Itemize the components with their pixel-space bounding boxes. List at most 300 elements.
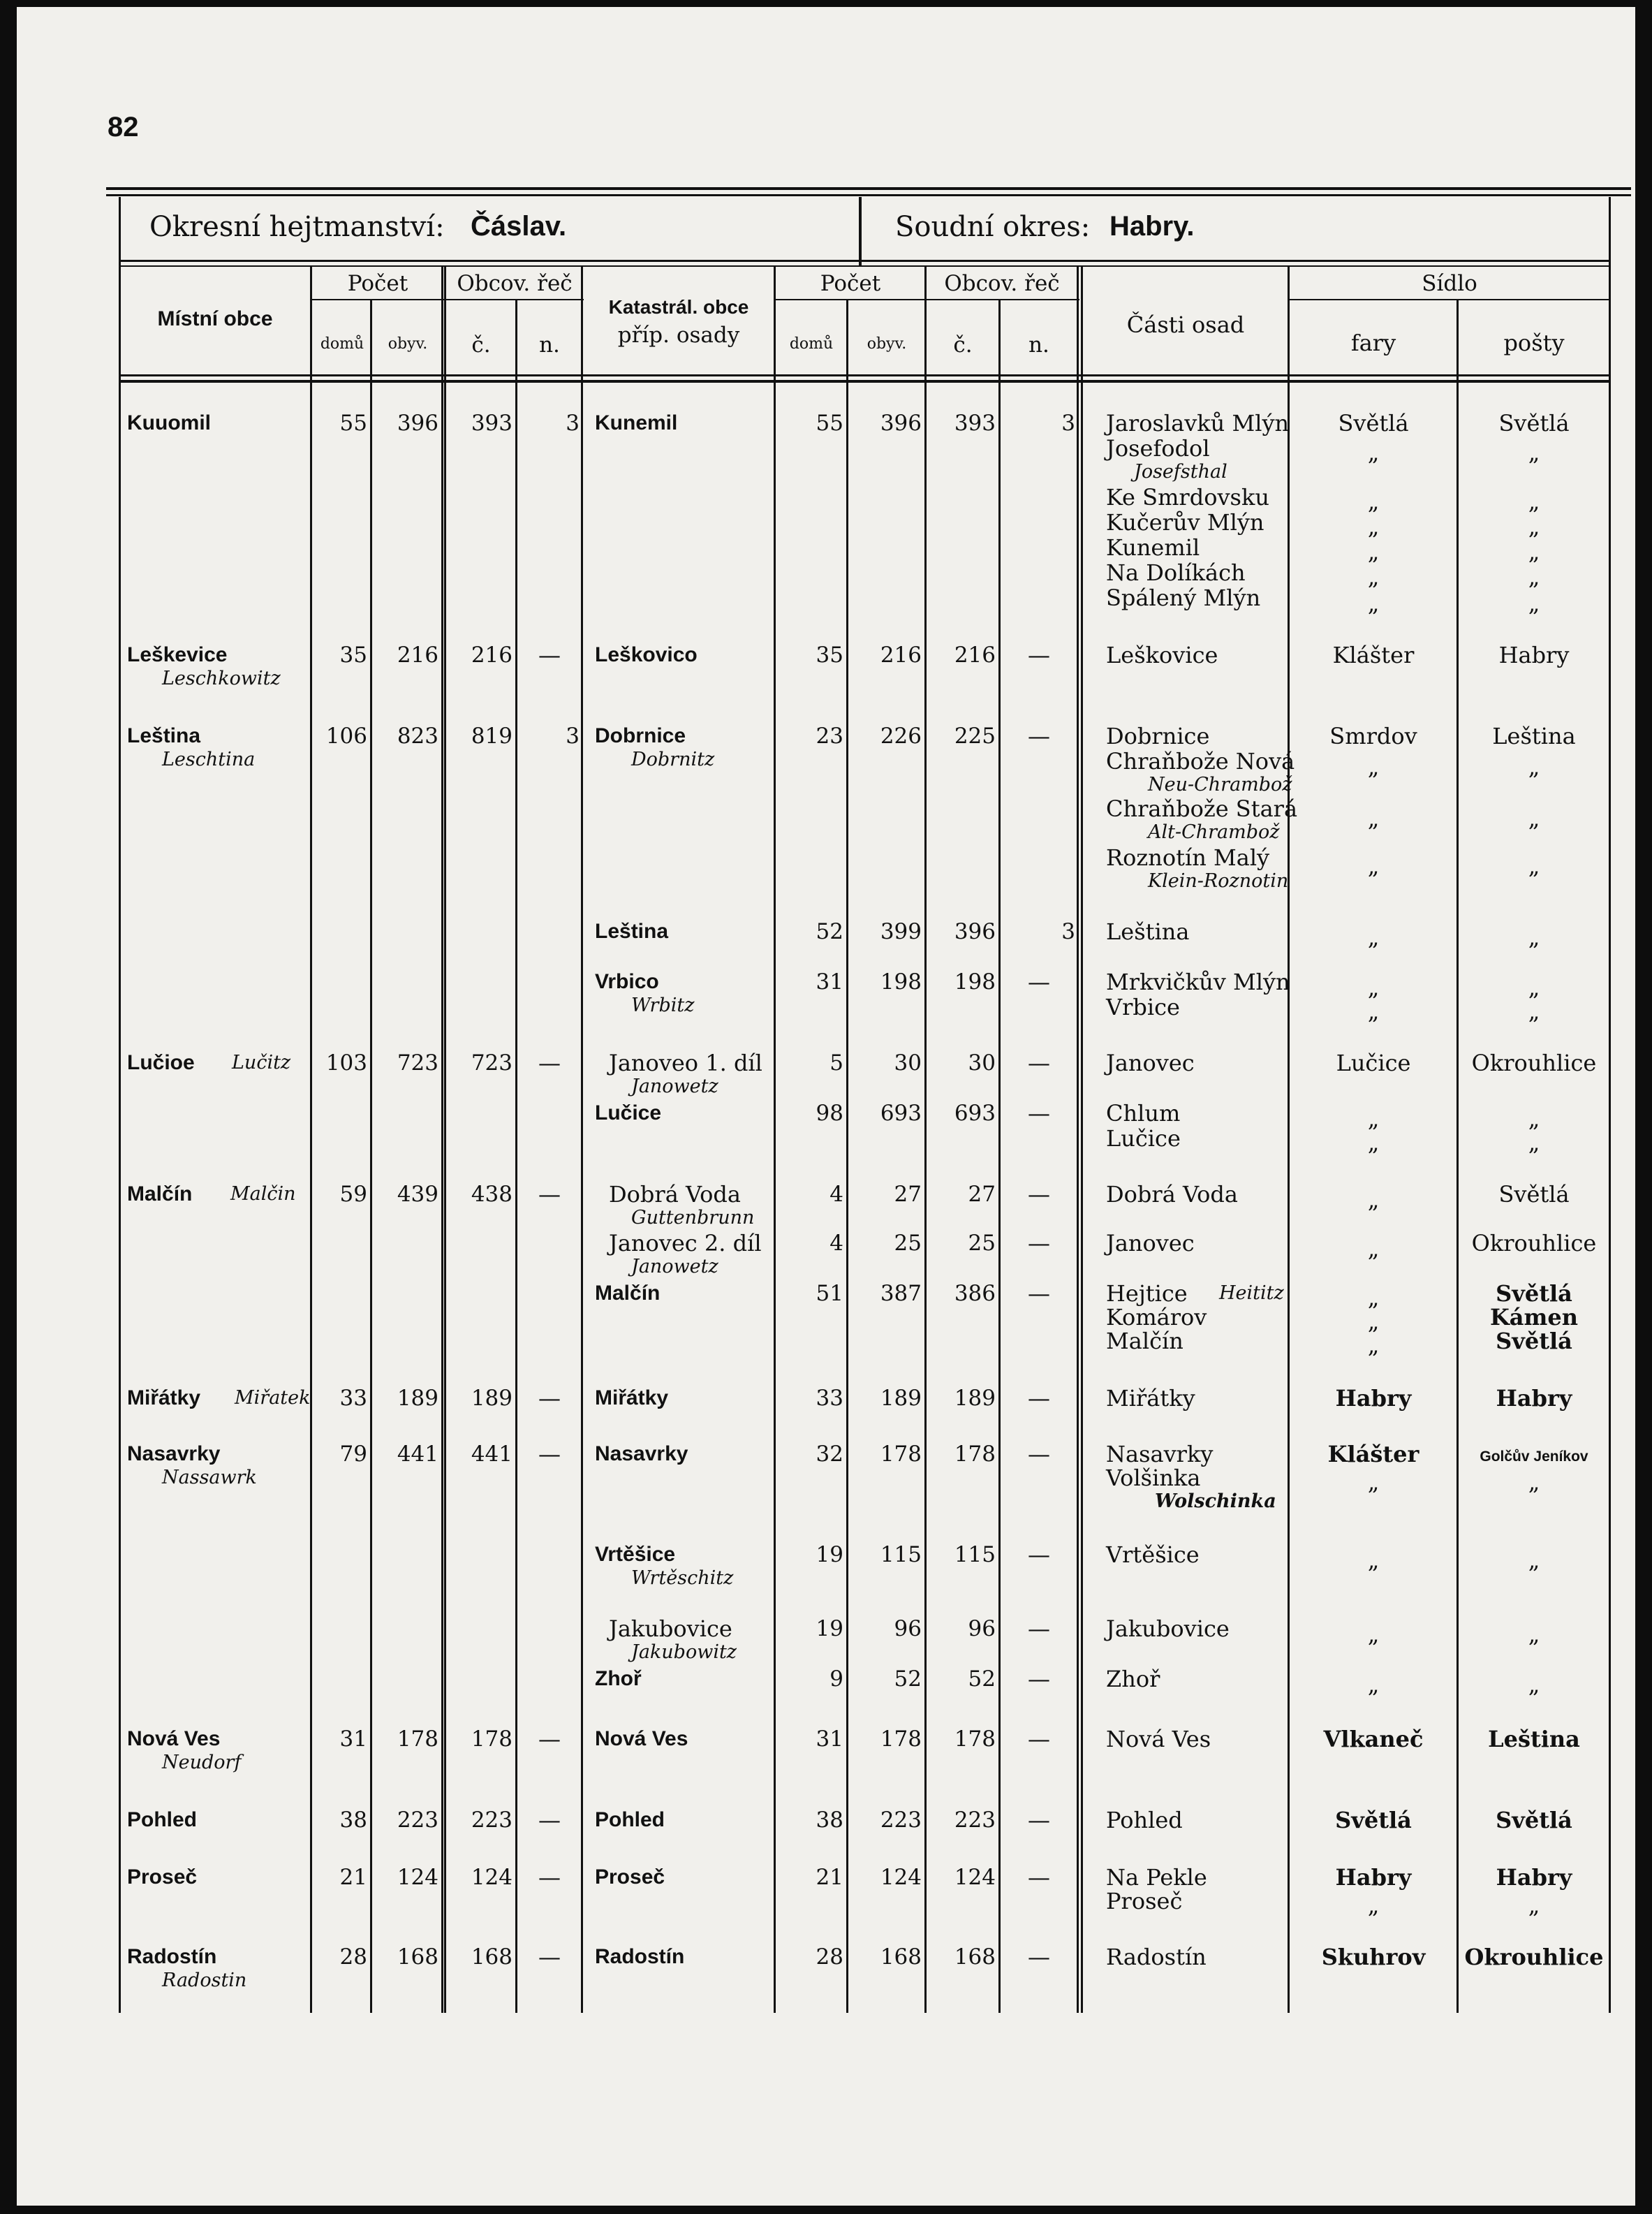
parish: „ bbox=[1367, 513, 1380, 540]
czech: 178 bbox=[471, 1727, 512, 1752]
inhabitants: 216 bbox=[397, 643, 438, 668]
cadastral: Janoveo 1. díl bbox=[609, 1050, 762, 1076]
houses: 38 bbox=[339, 1808, 367, 1833]
th-post: pošty bbox=[1503, 330, 1565, 356]
post: „ bbox=[1528, 754, 1540, 780]
houses-2: 31 bbox=[816, 969, 843, 995]
local-municipality: Lučioe bbox=[127, 1051, 195, 1074]
th-houses: domů bbox=[320, 335, 364, 353]
houses: 33 bbox=[339, 1386, 367, 1411]
col-line-10 bbox=[1077, 267, 1079, 2013]
post: Okrouhlice bbox=[1471, 1230, 1597, 1256]
houses-2: 31 bbox=[816, 1727, 843, 1752]
th-cadastral-sub: příp. osady bbox=[617, 323, 740, 348]
czech: 168 bbox=[471, 1944, 512, 1970]
parish: „ bbox=[1367, 439, 1380, 466]
cadastral-german: Wrtěschitz bbox=[631, 1567, 734, 1589]
post: Okrouhlice bbox=[1471, 1050, 1597, 1076]
post: Světlá bbox=[1498, 1181, 1570, 1208]
german: — bbox=[538, 1050, 561, 1076]
col-line-12 bbox=[1456, 299, 1459, 2013]
part: Spálený Mlýn bbox=[1106, 585, 1261, 611]
houses-2: 28 bbox=[816, 1944, 843, 1970]
inhabitants-2: 189 bbox=[880, 1386, 922, 1411]
houses-2: 55 bbox=[816, 411, 843, 436]
part: Proseč bbox=[1106, 1888, 1183, 1914]
part: Miřátky bbox=[1106, 1385, 1195, 1412]
cadastral: Nasavrky bbox=[595, 1442, 688, 1465]
czech-2: 225 bbox=[954, 724, 996, 749]
part: Mrkvičkův Mlýn bbox=[1106, 969, 1290, 995]
parish: „ bbox=[1367, 564, 1380, 590]
houses-2: 23 bbox=[816, 724, 843, 749]
german-2: — bbox=[1028, 1807, 1050, 1833]
czech-2: 216 bbox=[954, 643, 996, 668]
german-2: — bbox=[1028, 1541, 1050, 1568]
german-2: — bbox=[1028, 723, 1050, 749]
czech-2: 25 bbox=[968, 1231, 996, 1256]
german-2: — bbox=[1028, 1230, 1050, 1256]
german: — bbox=[538, 1944, 561, 1970]
parish: „ bbox=[1367, 974, 1380, 1001]
inhabitants-2: 693 bbox=[880, 1101, 922, 1126]
part: Na Pekle bbox=[1106, 1864, 1207, 1891]
part-german: Klein-Roznotin bbox=[1148, 870, 1289, 892]
court-name: Habry. bbox=[1109, 211, 1195, 242]
part: Chlum bbox=[1106, 1100, 1181, 1127]
german-2: — bbox=[1028, 1385, 1050, 1412]
cadastral-german: Janowetz bbox=[631, 1076, 718, 1097]
german: — bbox=[538, 1441, 561, 1467]
th-german-2: n. bbox=[1028, 332, 1049, 358]
post: „ bbox=[1528, 538, 1540, 565]
cadastral-german: Janowetz bbox=[631, 1256, 718, 1277]
post: „ bbox=[1528, 998, 1540, 1025]
inhabitants: 124 bbox=[397, 1865, 438, 1890]
post: „ bbox=[1528, 924, 1540, 951]
th-language-2: Obcov. řeč bbox=[944, 271, 1060, 296]
local-municipality-german: Miřatek bbox=[235, 1387, 311, 1409]
czech-2: 30 bbox=[968, 1050, 996, 1076]
cadastral: Malčín bbox=[595, 1282, 661, 1305]
inhabitants: 168 bbox=[397, 1944, 438, 1970]
czech: 216 bbox=[471, 643, 512, 668]
parish: Habry bbox=[1335, 1385, 1412, 1412]
part: Pohled bbox=[1106, 1807, 1183, 1833]
part-german: Neu-Chrambož bbox=[1148, 774, 1292, 796]
cadastral: Dobrnice bbox=[595, 724, 686, 747]
top-rule bbox=[106, 187, 1631, 190]
parish: „ bbox=[1367, 1332, 1380, 1358]
german-2: — bbox=[1028, 1726, 1050, 1752]
houses-2: 33 bbox=[816, 1386, 843, 1411]
czech-2: 693 bbox=[954, 1101, 996, 1126]
parish: „ bbox=[1367, 1547, 1380, 1574]
cadastral: Kunemil bbox=[595, 411, 678, 434]
parish: „ bbox=[1367, 1236, 1380, 1262]
houses-2: 5 bbox=[829, 1050, 843, 1076]
part: Na Dolíkách bbox=[1106, 559, 1246, 586]
th-local-municipality: Místní obce bbox=[157, 307, 273, 330]
part: Volšinka bbox=[1106, 1465, 1201, 1491]
czech-2: 52 bbox=[968, 1666, 996, 1692]
houses: 79 bbox=[339, 1442, 367, 1467]
german: — bbox=[538, 1181, 561, 1208]
part: Nasavrky bbox=[1106, 1441, 1214, 1467]
col-line-7 bbox=[846, 299, 848, 2013]
local-municipality-german: Leschtina bbox=[162, 749, 256, 770]
inhabitants-2: 387 bbox=[880, 1281, 922, 1306]
col-line-3 bbox=[441, 267, 443, 2013]
czech: 723 bbox=[471, 1050, 512, 1076]
part: Dobrnice bbox=[1106, 723, 1210, 749]
parish: Habry bbox=[1335, 1864, 1412, 1891]
col-line-13 bbox=[1609, 267, 1611, 2013]
czech: 819 bbox=[471, 724, 512, 749]
cadastral: Lučice bbox=[595, 1101, 662, 1124]
parish: Klášter bbox=[1332, 642, 1415, 668]
post: Kámen bbox=[1489, 1304, 1579, 1330]
czech-2: 189 bbox=[954, 1386, 996, 1411]
cadastral: Vrbico bbox=[595, 970, 659, 993]
houses: 21 bbox=[339, 1865, 367, 1890]
part: Janovec bbox=[1106, 1230, 1195, 1256]
parish: Lučice bbox=[1336, 1050, 1411, 1076]
part: Komárov bbox=[1106, 1304, 1207, 1330]
part: Nová Ves bbox=[1106, 1726, 1211, 1752]
page-number: 82 bbox=[108, 112, 139, 142]
part: Kunemil bbox=[1106, 534, 1200, 561]
part: Janovec bbox=[1106, 1050, 1195, 1076]
district-name: Čáslav. bbox=[471, 211, 567, 242]
th-czech: č. bbox=[471, 332, 491, 358]
col-line-5 bbox=[581, 267, 583, 2013]
hdr-bottom-rule bbox=[119, 374, 1611, 376]
part-german: Wolschinka bbox=[1155, 1490, 1276, 1512]
inhabitants-2: 96 bbox=[894, 1616, 922, 1641]
czech: 189 bbox=[471, 1386, 512, 1411]
inhabitants-2: 223 bbox=[880, 1808, 922, 1833]
czech: 438 bbox=[471, 1182, 512, 1207]
col-line-9 bbox=[998, 299, 1001, 2013]
post: „ bbox=[1528, 513, 1540, 540]
parish: „ bbox=[1367, 1308, 1380, 1335]
cadastral: Janovec 2. díl bbox=[609, 1230, 762, 1256]
cadastral-german: Jakubowitz bbox=[631, 1641, 737, 1663]
local-municipality: Malčín bbox=[127, 1182, 193, 1205]
col-line-8 bbox=[924, 267, 927, 2013]
th-parish: fary bbox=[1350, 330, 1396, 356]
german-2: — bbox=[1028, 1864, 1050, 1891]
local-municipality: Leština bbox=[127, 724, 201, 747]
cadastral: Proseč bbox=[595, 1865, 665, 1889]
german: — bbox=[538, 1807, 561, 1833]
inhabitants: 823 bbox=[397, 724, 438, 749]
parish: „ bbox=[1367, 590, 1380, 617]
title-divider bbox=[859, 197, 862, 267]
parish: „ bbox=[1367, 1129, 1380, 1156]
col-line-1 bbox=[310, 267, 312, 2013]
part: Kučerův Mlýn bbox=[1106, 509, 1264, 536]
houses-2: 52 bbox=[816, 919, 843, 944]
czech-2: 396 bbox=[954, 919, 996, 944]
title-bottom-rule-2 bbox=[119, 265, 1611, 267]
part-german: Josefsthal bbox=[1134, 461, 1227, 483]
cadastral: Leština bbox=[595, 920, 669, 943]
cadastral: Radostín bbox=[595, 1945, 685, 1968]
inhabitants: 223 bbox=[397, 1808, 438, 1833]
houses: 103 bbox=[325, 1050, 367, 1076]
parish: „ bbox=[1367, 1671, 1380, 1698]
post: „ bbox=[1528, 1547, 1540, 1574]
hdr-bottom-rule-2 bbox=[119, 380, 1611, 383]
part: Hejtice bbox=[1106, 1280, 1188, 1307]
houses: 28 bbox=[339, 1944, 367, 1970]
inhabitants: 396 bbox=[397, 411, 438, 436]
german-2: — bbox=[1028, 1100, 1050, 1127]
parish: „ bbox=[1367, 924, 1380, 951]
german-2: — bbox=[1028, 1280, 1050, 1307]
cadastral: Zhoř bbox=[595, 1667, 642, 1690]
th-german: n. bbox=[539, 332, 560, 358]
th-count-2: Počet bbox=[820, 271, 881, 296]
document-page bbox=[17, 7, 1635, 2206]
cadastral: Dobrá Voda bbox=[609, 1181, 741, 1208]
german-2: — bbox=[1028, 1666, 1050, 1692]
houses-2: 4 bbox=[829, 1231, 843, 1256]
col-line-3b bbox=[444, 267, 446, 2013]
german: — bbox=[538, 1726, 561, 1752]
inhabitants: 189 bbox=[397, 1386, 438, 1411]
post: „ bbox=[1528, 564, 1540, 590]
inhabitants-2: 198 bbox=[880, 969, 922, 995]
local-municipality: Proseč bbox=[127, 1865, 198, 1889]
post: „ bbox=[1528, 1671, 1540, 1698]
local-municipality-german: Neudorf bbox=[162, 1752, 242, 1773]
german-2: — bbox=[1028, 969, 1050, 995]
part: Malčín bbox=[1106, 1328, 1183, 1354]
district-label: Okresní hejtmanství: bbox=[149, 211, 445, 243]
german: — bbox=[538, 1864, 561, 1891]
houses-2: 51 bbox=[816, 1281, 843, 1306]
court-label: Soudní okres: bbox=[895, 211, 1091, 243]
czech-2: 223 bbox=[954, 1808, 996, 1833]
german-2: 3 bbox=[1061, 919, 1075, 944]
local-municipality: Leškevice bbox=[127, 643, 228, 666]
czech-2: 124 bbox=[954, 1865, 996, 1890]
parish: „ bbox=[1367, 538, 1380, 565]
part: Leškovice bbox=[1106, 642, 1218, 668]
czech-2: 96 bbox=[968, 1616, 996, 1641]
post: „ bbox=[1528, 974, 1540, 1001]
german-2: — bbox=[1028, 1050, 1050, 1076]
cadastral: Jakubovice bbox=[609, 1615, 732, 1642]
inhabitants-2: 178 bbox=[880, 1727, 922, 1752]
czech-2: 198 bbox=[954, 969, 996, 995]
title-left-border bbox=[119, 197, 121, 267]
inhabitants-2: 168 bbox=[880, 1944, 922, 1970]
inhabitants-2: 216 bbox=[880, 643, 922, 668]
cadastral: Nová Ves bbox=[595, 1727, 688, 1750]
th-language: Obcov. řeč bbox=[457, 271, 573, 296]
czech-2: 27 bbox=[968, 1182, 996, 1207]
czech-2: 393 bbox=[954, 411, 996, 436]
th-czech-2: č. bbox=[953, 332, 973, 358]
parish: Klášter bbox=[1327, 1441, 1419, 1467]
inhabitants-2: 396 bbox=[880, 411, 922, 436]
part: Chraňbože Nová bbox=[1106, 748, 1295, 775]
th-cadastral: Katastrál. obce bbox=[608, 296, 749, 318]
part: Dobrá Voda bbox=[1106, 1181, 1238, 1208]
hdr-sub-rule-3 bbox=[1288, 299, 1610, 300]
czech: 223 bbox=[471, 1808, 512, 1833]
post: „ bbox=[1528, 439, 1540, 466]
title-right-border bbox=[1609, 197, 1611, 267]
cadastral: Vrtěšice bbox=[595, 1543, 676, 1566]
inhabitants: 723 bbox=[397, 1050, 438, 1076]
top-rule-2 bbox=[106, 194, 1631, 196]
post: Leština bbox=[1492, 723, 1576, 749]
german-2: 3 bbox=[1061, 411, 1075, 436]
local-municipality-german: Nassawrk bbox=[162, 1467, 257, 1488]
houses-2: 21 bbox=[816, 1865, 843, 1890]
th-seat: Sídlo bbox=[1422, 271, 1477, 296]
part-german: Heititz bbox=[1219, 1282, 1284, 1304]
houses: 55 bbox=[339, 411, 367, 436]
col-line-2 bbox=[370, 299, 372, 2013]
german-2: — bbox=[1028, 642, 1050, 668]
part: Lučice bbox=[1106, 1125, 1181, 1152]
th-count: Počet bbox=[347, 271, 408, 296]
col-line-10b bbox=[1081, 267, 1083, 2013]
local-municipality-german: Malčin bbox=[230, 1183, 296, 1205]
houses-2: 32 bbox=[816, 1442, 843, 1467]
post: „ bbox=[1528, 1129, 1540, 1156]
local-municipality-german: Lučitz bbox=[232, 1052, 291, 1073]
houses: 35 bbox=[339, 643, 367, 668]
local-municipality-german: Radostin bbox=[162, 1970, 247, 1991]
cadastral-german: Dobrnitz bbox=[631, 749, 715, 770]
inhabitants-2: 115 bbox=[880, 1542, 922, 1567]
part: Leština bbox=[1106, 918, 1190, 945]
parish: „ bbox=[1367, 1187, 1380, 1213]
post: „ bbox=[1528, 1106, 1540, 1132]
parish: Skuhrov bbox=[1321, 1944, 1426, 1970]
houses: 106 bbox=[325, 724, 367, 749]
part: Zhoř bbox=[1106, 1666, 1160, 1692]
part: Vrtěšice bbox=[1106, 1541, 1200, 1568]
inhabitants-2: 30 bbox=[894, 1050, 922, 1076]
th-houses-2: domů bbox=[789, 335, 834, 353]
local-municipality: Miřátky bbox=[127, 1386, 201, 1409]
col-line-6 bbox=[774, 267, 776, 2013]
part: Jakubovice bbox=[1106, 1615, 1230, 1642]
czech-2: 178 bbox=[954, 1727, 996, 1752]
parish: Vlkaneč bbox=[1323, 1726, 1424, 1752]
inhabitants: 178 bbox=[397, 1727, 438, 1752]
parish: „ bbox=[1367, 1106, 1380, 1132]
parish: Světlá bbox=[1338, 410, 1409, 437]
parish: Světlá bbox=[1335, 1807, 1412, 1833]
col-line-11 bbox=[1288, 267, 1290, 2013]
post: Okrouhlice bbox=[1464, 1944, 1604, 1970]
inhabitants-2: 226 bbox=[880, 724, 922, 749]
cadastral: Miřátky bbox=[595, 1386, 669, 1409]
th-inhabitants: obyv. bbox=[388, 335, 428, 353]
inhabitants-2: 27 bbox=[894, 1182, 922, 1207]
local-municipality: Radostín bbox=[127, 1945, 217, 1968]
czech-2: 386 bbox=[954, 1281, 996, 1306]
th-inhabitants-2: obyv. bbox=[866, 335, 907, 353]
german: 3 bbox=[566, 411, 580, 436]
parish: „ bbox=[1367, 1892, 1380, 1919]
inhabitants: 439 bbox=[397, 1182, 438, 1207]
post: Světlá bbox=[1498, 410, 1570, 437]
houses: 31 bbox=[339, 1727, 367, 1752]
local-municipality: Pohled bbox=[127, 1808, 198, 1831]
th-parts: Části osad bbox=[1126, 311, 1245, 338]
local-municipality: Nasavrky bbox=[127, 1442, 221, 1465]
houses-2: 35 bbox=[816, 643, 843, 668]
parish: „ bbox=[1367, 998, 1380, 1025]
part: Roznotín Malý bbox=[1106, 844, 1270, 871]
houses: 59 bbox=[339, 1182, 367, 1207]
part: Josefodol bbox=[1106, 435, 1210, 462]
inhabitants-2: 25 bbox=[894, 1231, 922, 1256]
post: „ bbox=[1528, 590, 1540, 617]
houses-2: 19 bbox=[816, 1542, 843, 1567]
houses-2: 98 bbox=[816, 1101, 843, 1126]
post: „ bbox=[1528, 853, 1540, 879]
german-2: — bbox=[1028, 1944, 1050, 1970]
german: — bbox=[538, 1385, 561, 1412]
houses-2: 19 bbox=[816, 1616, 843, 1641]
inhabitants-2: 52 bbox=[894, 1666, 922, 1692]
inhabitants-2: 178 bbox=[880, 1442, 922, 1467]
post: „ bbox=[1528, 1621, 1540, 1648]
hdr-sub-rule-1 bbox=[310, 299, 584, 300]
houses-2: 38 bbox=[816, 1808, 843, 1833]
post: Habry bbox=[1496, 1864, 1572, 1891]
czech: 393 bbox=[471, 411, 512, 436]
post: Světlá bbox=[1496, 1807, 1572, 1833]
czech: 124 bbox=[471, 1865, 512, 1890]
post: Leština bbox=[1488, 1726, 1580, 1752]
parish: „ bbox=[1367, 1469, 1380, 1495]
post: „ bbox=[1528, 805, 1540, 832]
title-bottom-rule bbox=[119, 260, 1611, 262]
german: 3 bbox=[566, 724, 580, 749]
czech-2: 178 bbox=[954, 1442, 996, 1467]
inhabitants: 441 bbox=[397, 1442, 438, 1467]
post: Golčův Jeníkov bbox=[1480, 1449, 1588, 1465]
czech: 441 bbox=[471, 1442, 512, 1467]
german-2: — bbox=[1028, 1615, 1050, 1642]
cadastral: Leškovico bbox=[595, 643, 698, 666]
part-german: Alt-Chrambož bbox=[1148, 821, 1280, 843]
german-2: — bbox=[1028, 1441, 1050, 1467]
inhabitants-2: 399 bbox=[880, 919, 922, 944]
post: „ bbox=[1528, 488, 1540, 515]
part: Vrbice bbox=[1106, 994, 1180, 1020]
parish: Smrdov bbox=[1329, 723, 1417, 749]
hdr-sub-rule-2 bbox=[774, 299, 1079, 300]
post: Světlá bbox=[1496, 1328, 1572, 1354]
local-municipality: Kuuomil bbox=[127, 411, 211, 434]
part: Radostín bbox=[1106, 1944, 1207, 1970]
czech-2: 168 bbox=[954, 1944, 996, 1970]
cadastral-german: Wrbitz bbox=[631, 995, 695, 1016]
